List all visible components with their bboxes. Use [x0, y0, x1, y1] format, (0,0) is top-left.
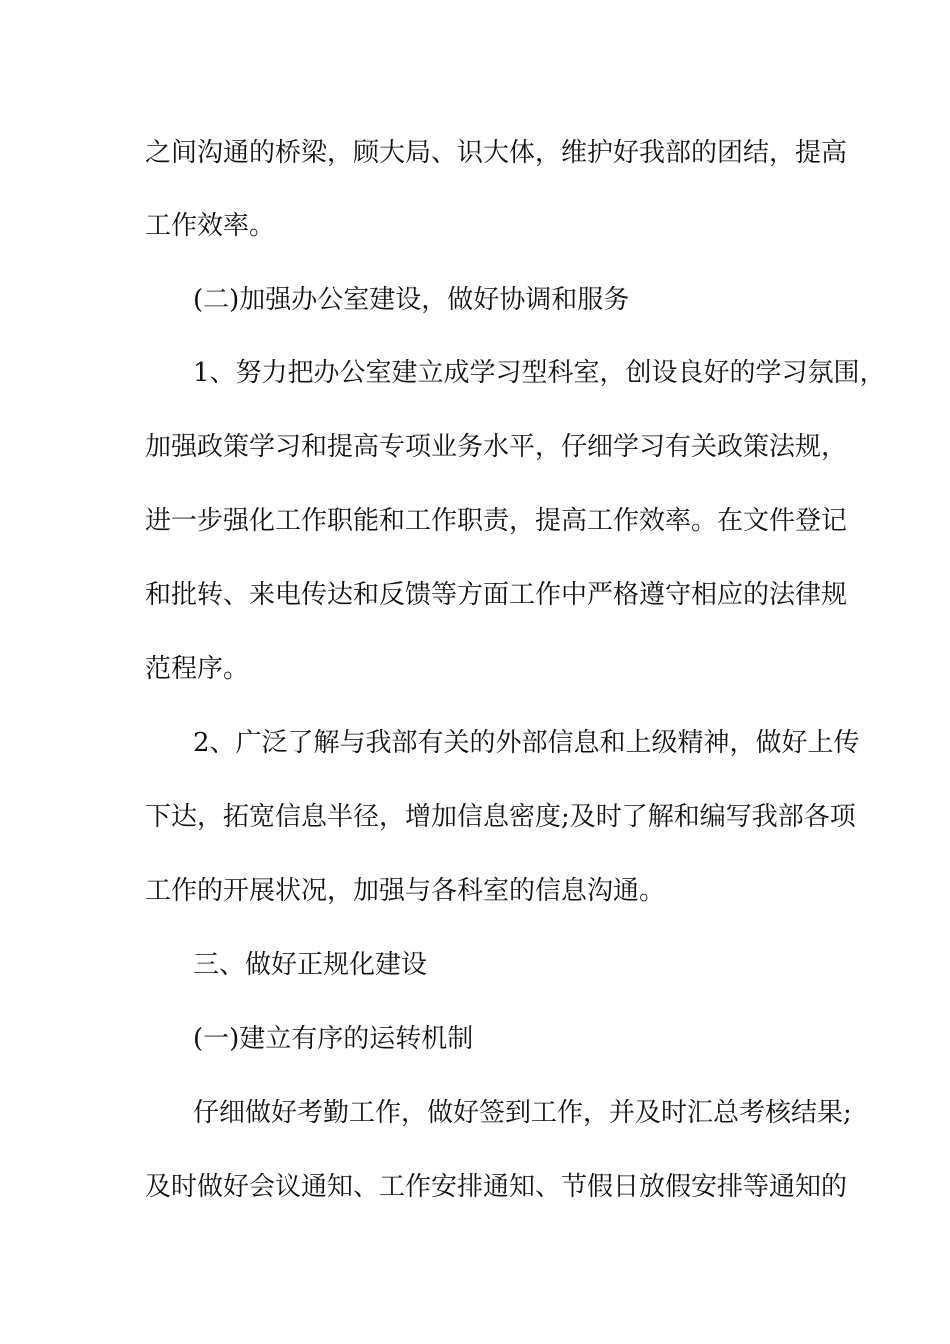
paragraph-line: 2、广泛了解与我部有关的外部信息和上级精神，做好上传: [193, 728, 860, 758]
paragraph-line: 之间沟通的桥梁，顾大局、识大体，维护好我部的团结，提高: [145, 138, 848, 168]
subsection-heading: (一)建立有序的运转机制: [193, 1024, 474, 1054]
paragraph-line: 和批转、来电传达和反馈等方面工作中严格遵守相应的法律规: [145, 580, 848, 610]
paragraph-line: 及时做好会议通知、工作安排通知、节假日放假安排等通知的: [145, 1172, 848, 1202]
paragraph-line: 范程序。: [145, 654, 250, 684]
paragraph-line: 加强政策学习和提高专项业务水平，仔细学习有关政策法规，: [145, 432, 848, 462]
paragraph-line: 1、努力把办公室建立成学习型科室，创设良好的学习氛围，: [193, 358, 886, 388]
paragraph-line: 仔细做好考勤工作，做好签到工作，并及时汇总考核结果;: [193, 1098, 852, 1128]
paragraph-line: 工作的开展状况，加强与各科室的信息沟通。: [145, 876, 666, 906]
paragraph-line: 下达，拓宽信息半径，增加信息密度;及时了解和编写我部各项: [145, 802, 856, 832]
section-heading: (二)加强办公室建设，做好协调和服务: [193, 285, 630, 315]
section-heading: 三、做好正规化建设: [193, 950, 428, 980]
paragraph-line: 进一步强化工作职能和工作职责，提高工作效率。在文件登记: [145, 506, 848, 536]
paragraph-line: 工作效率。: [145, 211, 276, 241]
